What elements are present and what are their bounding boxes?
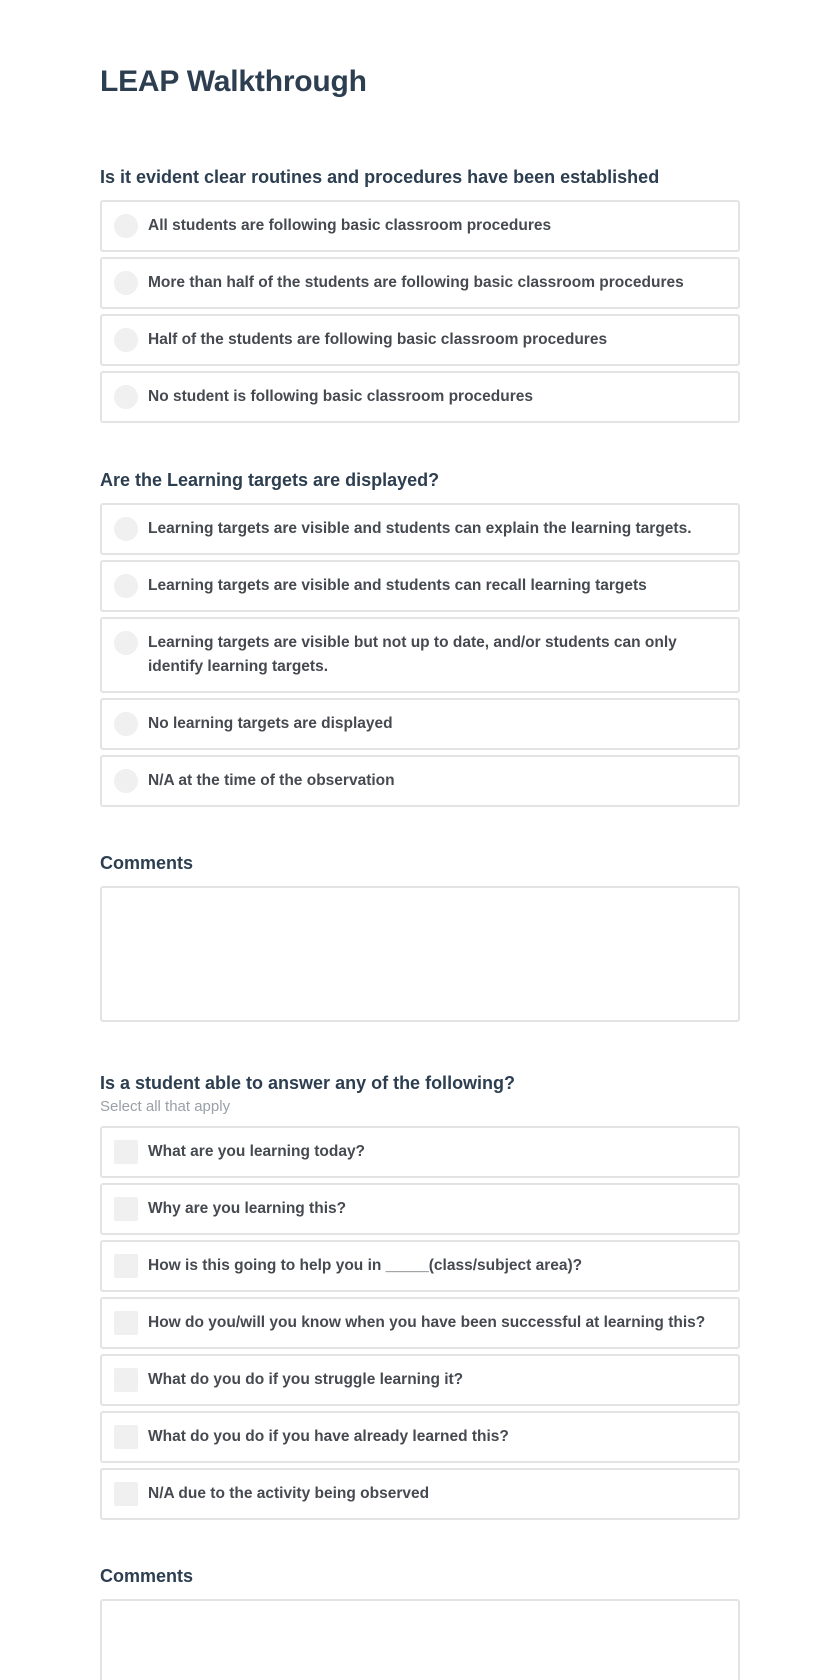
question-routines bbox=[100, 164, 740, 428]
checkbox-option[interactable] bbox=[100, 1297, 740, 1349]
form-title: LEAP Walkthrough bbox=[100, 65, 367, 98]
checkbox-option[interactable] bbox=[100, 1354, 740, 1406]
question-title: Comments bbox=[100, 1566, 194, 1586]
question-title: Is a student able to answer any of the following? bbox=[100, 1073, 516, 1093]
option-label: N/A at the time of the observation bbox=[148, 772, 395, 789]
option-label: Half of the students are following basic classroom procedures bbox=[148, 331, 608, 348]
checkbox-icon[interactable] bbox=[114, 1425, 138, 1449]
option-label: No student is following basic classroom procedures bbox=[148, 388, 533, 405]
option-label: How do you/will you know when you have been successful at learning this? bbox=[148, 1314, 706, 1331]
radio-option[interactable] bbox=[100, 200, 740, 252]
radio-icon[interactable] bbox=[114, 328, 138, 352]
radio-icon[interactable] bbox=[114, 631, 138, 655]
radio-icon[interactable] bbox=[114, 769, 138, 793]
checkbox-icon[interactable] bbox=[114, 1368, 138, 1392]
comments-textarea[interactable] bbox=[100, 1599, 740, 1680]
checkbox-option[interactable] bbox=[100, 1468, 740, 1520]
comments-section-2 bbox=[100, 1563, 740, 1680]
checkbox-icon[interactable] bbox=[114, 1311, 138, 1335]
checkbox-option[interactable] bbox=[100, 1183, 740, 1235]
option-label: Learning targets are visible and students can explain the learning targets. bbox=[148, 520, 692, 537]
question-title: Comments bbox=[100, 853, 194, 873]
question-title: Are the Learning targets are displayed? bbox=[100, 470, 440, 490]
radio-icon[interactable] bbox=[114, 712, 138, 736]
question-student-answers bbox=[100, 1070, 740, 1525]
option-label: All students are following basic classroom procedures bbox=[148, 217, 552, 234]
option-label: What do you do if you have already learned this? bbox=[148, 1428, 509, 1445]
radio-option[interactable] bbox=[100, 257, 740, 309]
option-label: No learning targets are displayed bbox=[148, 715, 393, 732]
option-label: What do you do if you struggle learning it? bbox=[148, 1371, 464, 1388]
checkbox-icon[interactable] bbox=[114, 1254, 138, 1278]
radio-icon[interactable] bbox=[114, 574, 138, 598]
checkbox-option[interactable] bbox=[100, 1240, 740, 1292]
checkbox-icon[interactable] bbox=[114, 1482, 138, 1506]
option-label: N/A due to the activity being observed bbox=[148, 1485, 430, 1502]
comments-textarea[interactable] bbox=[100, 886, 740, 1022]
checkbox-option[interactable] bbox=[100, 1126, 740, 1178]
question-learning-targets bbox=[100, 467, 740, 812]
radio-group-learning-targets bbox=[100, 503, 740, 807]
radio-option[interactable] bbox=[100, 314, 740, 366]
radio-icon[interactable] bbox=[114, 214, 138, 238]
checkbox-icon[interactable] bbox=[114, 1197, 138, 1221]
radio-option[interactable] bbox=[100, 560, 740, 612]
option-label: More than half of the students are following basic classroom procedures bbox=[148, 274, 684, 291]
radio-option[interactable] bbox=[100, 698, 740, 750]
checkbox-option[interactable] bbox=[100, 1411, 740, 1463]
radio-icon[interactable] bbox=[114, 271, 138, 295]
option-label: What are you learning today? bbox=[148, 1143, 366, 1160]
comments-section-1 bbox=[100, 850, 740, 1022]
checkbox-group-student-answers bbox=[100, 1126, 740, 1520]
option-label: Why are you learning this? bbox=[148, 1200, 347, 1217]
option-label: How is this going to help you in _____(class/subject area)? bbox=[148, 1257, 583, 1274]
radio-icon[interactable] bbox=[114, 517, 138, 541]
option-label: Learning targets are visible and students can recall learning targets bbox=[148, 577, 647, 594]
radio-group-routines bbox=[100, 200, 740, 423]
option-label: Learning targets are visible but not up to date, and/or students can only identify learning targets. bbox=[148, 634, 677, 675]
radio-option[interactable] bbox=[100, 755, 740, 807]
question-title: Is it evident clear routines and procedures have been established bbox=[100, 167, 660, 187]
question-hint: Select all that apply bbox=[100, 1098, 231, 1115]
radio-option[interactable] bbox=[100, 617, 740, 693]
radio-icon[interactable] bbox=[114, 385, 138, 409]
radio-option[interactable] bbox=[100, 371, 740, 423]
checkbox-icon[interactable] bbox=[114, 1140, 138, 1164]
radio-option[interactable] bbox=[100, 503, 740, 555]
